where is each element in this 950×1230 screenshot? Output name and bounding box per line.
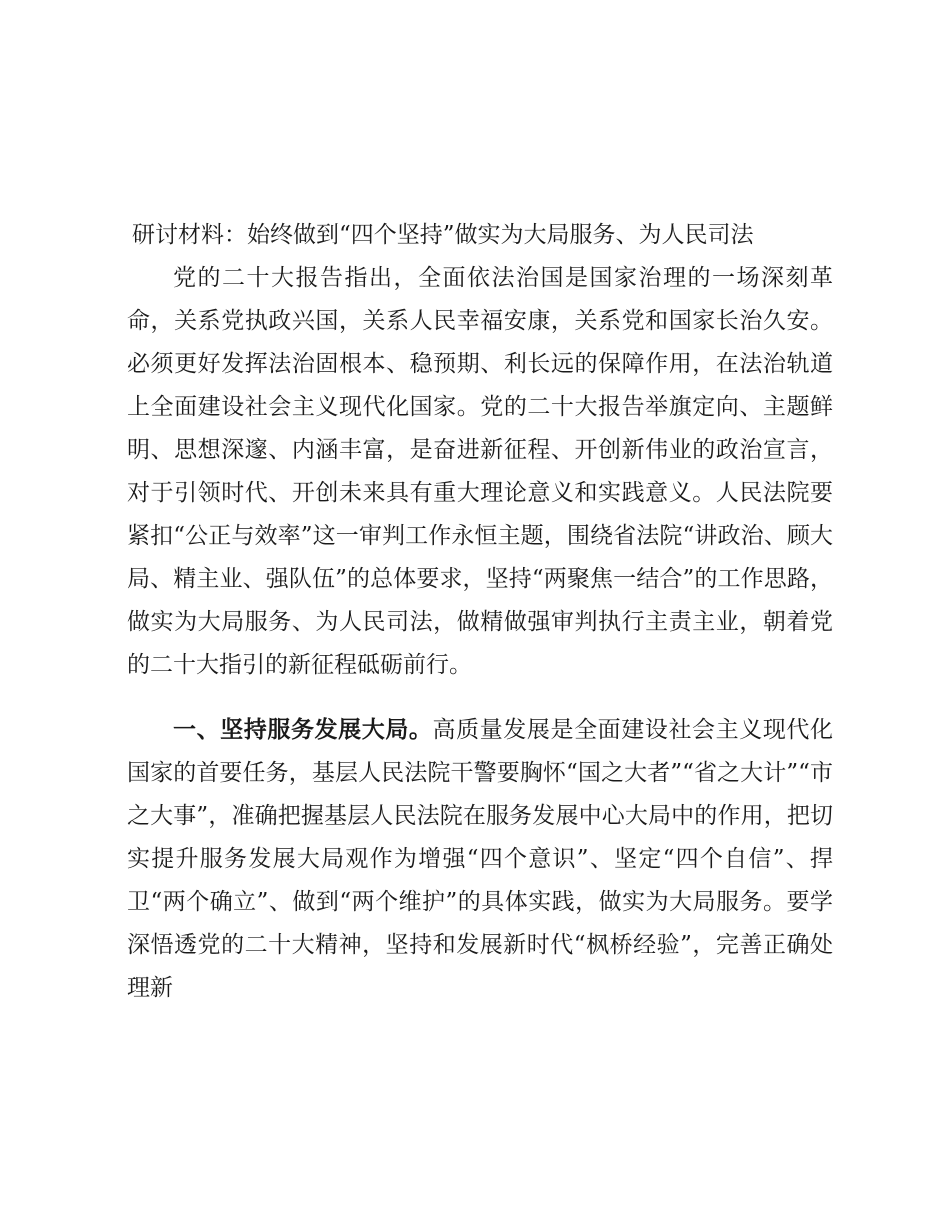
- body-paragraph: 党的二十大报告指出，全面依法治国是国家治理的一场深刻革命，关系党执政兴国，关系人民幸福安康，关系党和国家长治久安。必须更好发挥法治固根本、稳预期、利长远的保障作用，在法治轨道上全面建设社会主义现代化国家。党的二十大报告举旗定向、主题鲜明、思想深邃、内涵丰富，是奋进新征程、开创新伟业的政治宣言，对于引领时代、开创未来具有重大理论意义和实践意义。人民法院要紧扣“公正与效率”这一审判工作永恒主题，围绕省法院“讲政治、顾大局、精主业、强队伍”的总体要求，坚持“两聚焦一结合”的工作思路，做实为大局服务、为人民司法，做精做强审判执行主责主业，朝着党的二十大指引的新征程砥砺前行。: [127, 265, 833, 678]
- document-title: 研讨材料：始终做到“四个坚持”做实为大局服务、为人民司法: [132, 222, 754, 248]
- section-body-text: 高质量发展是全面建设社会主义现代化国家的首要任务，基层人民法院干警要胸怀“国之大者”“省之大计”“市之大事”，准确把握基层人民法院在服务发展中心大局中的作用，把切实提升服务发展大局观作为增强“四个意识”、坚定“四个自信”、捍卫“两个确立”、做到“两个维护”的具体实践，做实为大局服务。要学深悟透党的二十大精神，坚持和发展新时代“枫桥经验”，完善正确处理新: [127, 717, 834, 1001]
- section-heading: 一、坚持服务发展大局。: [173, 716, 433, 743]
- section-paragraph: [127, 708, 833, 1010]
